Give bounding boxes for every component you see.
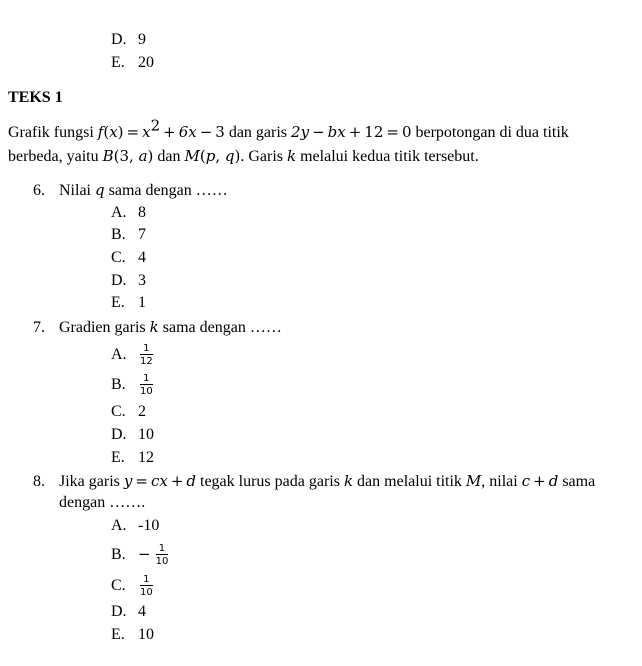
minus-sign: − xyxy=(138,544,151,563)
q6-option-c[interactable]: C. 4 xyxy=(111,249,146,266)
section-title: TEKS 1 xyxy=(8,89,63,106)
fraction: $\frac{1}{10}$ xyxy=(155,543,169,567)
fraction: $\frac{1}{10}$ xyxy=(140,373,153,397)
q7-option-b[interactable]: B. $\frac{1}{10}$ xyxy=(111,373,153,397)
q8-option-e[interactable]: E. 10 xyxy=(111,626,154,643)
q8-option-b[interactable]: B. − $\frac{1}{10}$ xyxy=(111,543,169,567)
question-7: 7. Gradien garis k sama dengan …… xyxy=(33,318,282,336)
q8-option-c[interactable]: C. $\frac{1}{10}$ xyxy=(111,574,153,598)
q7-option-a[interactable]: A. $\frac{1}{12}$ xyxy=(111,343,153,367)
fraction: $\frac{1}{10}$ xyxy=(140,574,153,598)
q6-option-d[interactable]: D. 3 xyxy=(111,272,146,289)
question-6: 6. Nilai q sama dengan …… xyxy=(33,181,228,199)
q8-option-a[interactable]: A. -10 xyxy=(111,517,160,534)
q6-option-b[interactable]: B. 7 xyxy=(111,226,146,243)
q6-option-e[interactable]: E. 1 xyxy=(111,294,146,311)
q7-option-e[interactable]: E. 12 xyxy=(111,449,154,466)
q7-option-c[interactable]: C. 2 xyxy=(111,403,146,420)
passage-line-1: Grafik fungsi $f(x) = x^2 + 6x - 3$ dan garis 2y − bx + 12 = 0 berpotongan di dua titik xyxy=(8,116,569,141)
q8-option-d[interactable]: D. 4 xyxy=(111,603,146,620)
question-8-line-2: dengan ……. xyxy=(59,494,146,511)
q6-option-a[interactable]: A. 8 xyxy=(111,204,146,221)
passage-line-2: berbeda, yaitu B(3, a) dan M(p, q). Garis k melalui kedua titik tersebut. xyxy=(8,147,479,165)
fraction: $\frac{1}{12}$ xyxy=(140,343,153,367)
option-d-prev: D. 9 xyxy=(111,31,146,48)
q7-option-d[interactable]: D. 10 xyxy=(111,426,154,443)
question-8: 8. Jika garis y = cx + d tegak lurus pada garis k dan melalui titik M, nilai c + d sama xyxy=(33,472,596,490)
option-e-prev: E. 20 xyxy=(111,54,154,71)
